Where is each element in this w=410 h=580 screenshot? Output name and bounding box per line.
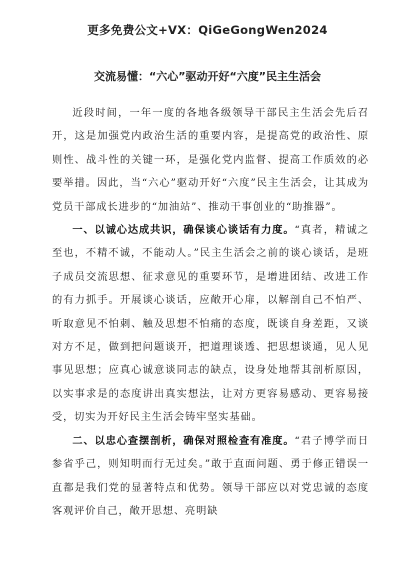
section-1-heading: 一、以诚心达成共识，确保谈心谈话有力度。: [72, 225, 295, 237]
promo-banner: 更多免费公文+VX：QiGeGongWen2024: [87, 23, 328, 37]
section-1-paragraph: [52, 219, 369, 430]
document-title: 交流易懂：“六心”驱动开好“六度”民主生活会: [94, 70, 321, 83]
section-2-paragraph: [52, 430, 369, 524]
intro-paragraph: 近段时间，一年一度的各地各级领导干部民主生活会先后召开，这是加强党内政治生活的重要内容，是提高党的政治性、原则性、战斗性的关键一环，是强化党内监督、提高工作质效的必要举措。因此，当“六心”驱动开好“六度”民主生活会，让其成为党员干部成长进步的“加油站”、推动干事创业的“助推器”。: [52, 108, 369, 213]
section-1-body: “真者，精诚之至也，不精不诚，不能动人。”民主生活会之前的谈心谈话，是班子成员交流思想、征求意见的重要环节，是增进团结、改进工作的有力抓手。开展谈心谈话，应敞开心扉，以解剖自己不怕严、听取意见不怕刺、触及思想不怕痛的态度，既谈自身差距，又谈对方不足，做到把问题谈开，把道理谈透、把思想谈通，见人见事见思想；应真心诚意谈同志的缺点，设身处地帮其剖析原因，以实事求是的态度讲出真实想法，让对方更容易感动、更容易接受，切实为开好民主生活会铸牢坚实基础。: [52, 225, 369, 424]
section-2-heading: 二、以忠心查摆剖析，确保对照检查有准度。: [72, 435, 295, 447]
section-2-body: “君子博学而日参省乎己，则知明而行无过矣。”敢于直面问题、勇于修正错误一直都是我们党的显著特点和优势。领导干部应以对党忠诚的态度客观评价自己，敞开思想、亮明缺: [52, 435, 369, 517]
